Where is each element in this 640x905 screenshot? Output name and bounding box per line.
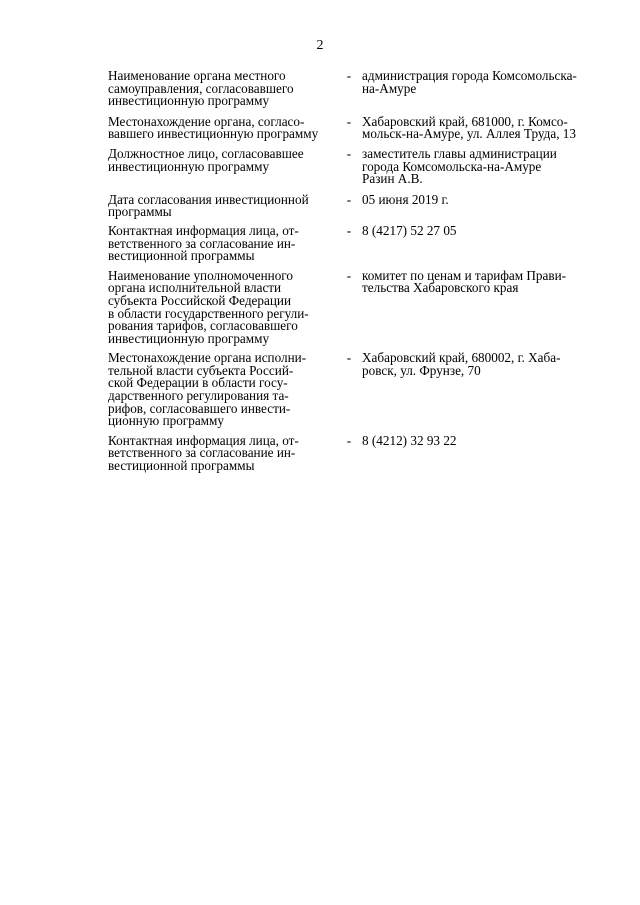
row-value: Хабаровский край, 681000, г. Комсо- мольск-на-Амуре, ул. Аллея Труда, 13	[362, 113, 576, 142]
row-dash: -	[346, 68, 352, 83]
info-rows	[108, 70, 608, 473]
info-row	[108, 70, 608, 108]
row-dash: -	[346, 191, 352, 207]
row-dash: -	[346, 145, 352, 161]
row-label: Наименование уполномоченного органа исполнительной власти субъекта Российской Федерации в области государственного регули- рования тарифов, согласовавшего инвестиционную программу	[108, 267, 309, 346]
row-label: Дата согласования инвестиционной программы	[108, 191, 309, 220]
info-row	[108, 222, 608, 264]
row-label: Местонахождение органа исполни- тельной власти субъекта Россий- ской Федерации в области госу- дарственного регулирования та- рифов, согласовавшего инвести- ционную программу	[108, 350, 307, 429]
row-value: комитет по ценам и тарифам Прави- тельства Хабаровского края	[362, 267, 567, 296]
info-row	[108, 352, 608, 428]
row-dash: -	[346, 432, 352, 448]
row-dash: -	[346, 267, 352, 283]
row-value: 8 (4217) 52 27 05	[362, 222, 457, 238]
info-row	[108, 113, 608, 142]
info-row	[108, 145, 608, 187]
row-value: 8 (4212) 32 93 22	[362, 432, 457, 448]
info-row	[108, 267, 608, 346]
info-row	[108, 432, 608, 474]
row-value: администрация города Комсомольска- на-Амуре	[362, 68, 577, 96]
row-dash: -	[346, 350, 352, 366]
row-label: Местонахождение органа, согласо- вавшего инвестиционную программу	[108, 113, 319, 142]
row-label: Должностное лицо, согласовавшее инвестиционную программу	[108, 145, 304, 174]
row-value: заместитель главы администрации города Комсомольска-на-Амуре Разин А.В.	[362, 145, 557, 187]
row-label: Контактная информация лица, от- ветственного за согласование ин- вестиционной программы	[108, 432, 299, 474]
row-label: Наименование органа местного самоуправления, согласовавшего инвестиционную программу	[108, 68, 294, 109]
row-dash: -	[346, 113, 352, 129]
info-row	[108, 191, 608, 220]
row-dash: -	[346, 222, 352, 238]
row-value: 05 июня 2019 г.	[362, 191, 449, 207]
row-value: Хабаровский край, 680002, г. Хаба- ровск, ул. Фрунзе, 70	[362, 350, 561, 378]
row-label: Контактная информация лица, от- ветственного за согласование ин- вестиционной программы	[108, 222, 299, 264]
page-number: 2	[316, 38, 324, 53]
